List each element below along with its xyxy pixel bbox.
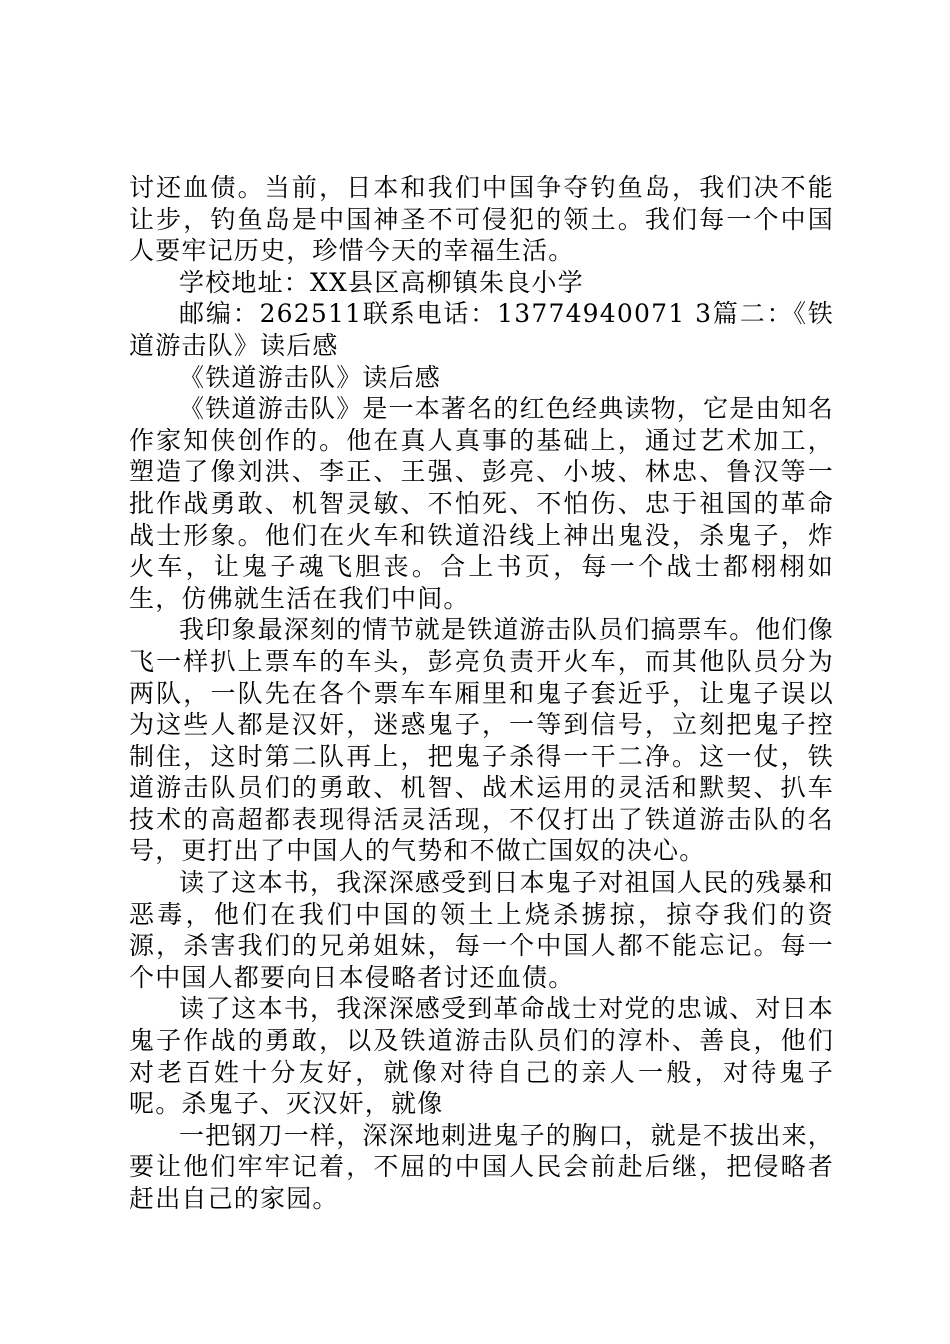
paragraph-reflection-cruelty: 读了这本书，我深深感受到日本鬼子对祖国人民的残暴和恶毒，他们在我们中国的领土上烧杀掳掠，掠夺我们的资源，杀害我们的兄弟姐妹，每一个中国人都不能忘记。每一个中国人都要向日本侵略者讨还血债。 <box>129 868 835 992</box>
paragraph-memorable-plot: 我印象最深刻的情节就是铁道游击队员们搞票车。他们像飞一样扒上票车的车头，彭亮负责开火车，而其他队员分为两队，一队先在各个票车车厢里和鬼子套近乎，让鬼子误以为这些人都是汉奸，迷惑鬼子，一等到信号，立刻把鬼子控制住，这时第二队再上，把鬼子杀得一干二净。这一仗，铁道游击队员们的勇敢、机智、战术运用的灵活和默契、扒车技术的高超都表现得活灵活现，不仅打出了铁道游击队的名号，更打出了中国人的气势和不做亡国奴的决心。 <box>129 615 835 866</box>
paragraph-reflection-loyalty: 读了这本书，我深深感受到革命战士对党的忠诚、对日本鬼子作战的勇敢，以及铁道游击队员们的淳朴、善良，他们对老百姓十分友好，就像对待自己的亲人一般，对待鬼子呢。杀鬼子、灭汉奸，就像 <box>129 994 835 1119</box>
paragraph-closing: 一把钢刀一样，深深地刺进鬼子的胸口，就是不拔出来，要让他们牢牢记着，不屈的中国人民会前赴后继，把侵略者赶出自己的家园。 <box>129 1120 835 1213</box>
paragraph-book-intro: 《铁道游击队》是一本著名的红色经典读物，它是由知名作家知侠创作的。他在真人真事的基础上，通过艺术加工，塑造了像刘洪、李正、王强、彭亮、小坡、林忠、鲁汉等一批作战勇敢、机智灵敏、不怕死、不怕伤、忠于祖国的革命战士形象。他们在火车和铁道沿线上神出鬼没，杀鬼子，炸火车，让鬼子魂飞胆丧。合上书页，每一个战士都栩栩如生，仿佛就生活在我们中间。 <box>129 394 835 613</box>
paragraph-postcode-phone: 邮编：262511联系电话：13774940071 3篇二：《铁道游击队》读后感 <box>129 299 834 360</box>
paragraph-continuation: 讨还血债。当前，日本和我们中国争夺钓鱼岛，我们决不能让步，钓鱼岛是中国神圣不可侵犯的领土。我们每一个中国人要牢记历史，珍惜今天的幸福生活。 <box>129 173 834 266</box>
paragraph-essay-title: 《铁道游击队》读后感 <box>179 362 442 392</box>
paragraph-school-address: 学校地址：XX县区高柳镇朱良小学 <box>179 267 584 297</box>
document-body <box>129 172 834 1215</box>
